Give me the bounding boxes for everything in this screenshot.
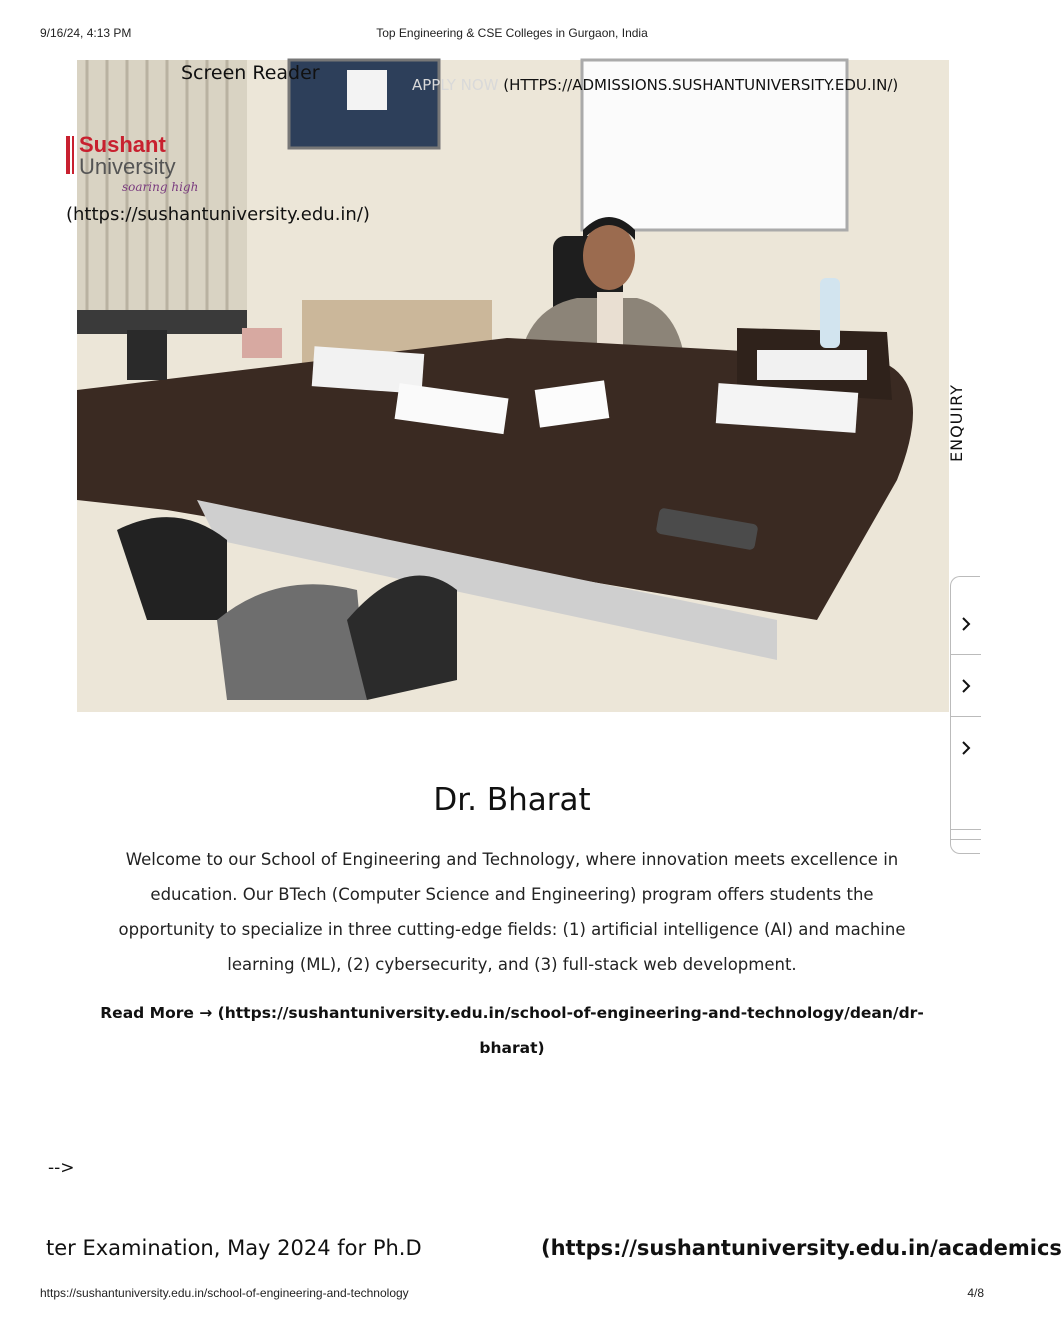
logo-name-bottom: University <box>79 154 176 179</box>
dean-photo <box>77 60 949 712</box>
print-page-number: 4/8 <box>967 1286 984 1300</box>
logo-bar <box>66 136 70 174</box>
logo-bar-thin <box>72 136 74 174</box>
side-divider <box>951 839 981 840</box>
print-page-title: Top Engineering & CSE Colleges in Gurgaon, India <box>376 26 648 40</box>
screen-reader-link[interactable]: Screen Reader <box>181 62 320 84</box>
stray-comment-text: --> <box>48 1158 75 1178</box>
print-url: https://sushantuniversity.edu.in/school-of-engineering-and-technology <box>40 1286 409 1300</box>
enquiry-tab[interactable]: ENQUIRY <box>947 384 966 462</box>
news-ticker-text[interactable]: ter Examination, May 2024 for Ph.D <box>46 1236 422 1260</box>
apply-now-url[interactable]: (HTTPS://ADMISSIONS.SUSHANTUNIVERSITY.EDU.IN/) <box>503 76 899 94</box>
side-divider <box>951 829 981 830</box>
chevron-right-icon <box>960 678 972 694</box>
apply-now-row[interactable] <box>412 76 898 94</box>
dean-name: Dr. Bharat <box>433 782 591 818</box>
chevron-right-icon <box>960 740 972 756</box>
logo-tagline: soaring high <box>122 180 199 194</box>
print-datetime: 9/16/24, 4:13 PM <box>40 26 132 40</box>
side-item-1[interactable] <box>951 593 981 655</box>
sushant-university-logo[interactable] <box>66 134 206 200</box>
news-ticker-link[interactable]: (https://sushantuniversity.edu.in/academics <box>541 1236 1062 1260</box>
side-item-2[interactable] <box>951 655 981 717</box>
chevron-right-icon <box>960 616 972 632</box>
dean-welcome-text: Welcome to our School of Engineering and Technology, where innovation meets excellence in education. Our BTech (Computer Science and Engineering) program offers students the opportunity to specialize in three cutting-edge fields: (1) artificial intelligence (AI) and machine learning (ML), (2) cybersecurity, and (3) full-stack web development. <box>118 850 906 974</box>
read-more-link[interactable]: Read More → (https://sushantuniversity.edu.in/school-of-engineering-and-technology/dean/dr-bharat) <box>100 1004 924 1057</box>
logo-name-top: Sushant <box>79 132 166 157</box>
home-link[interactable]: (https://sushantuniversity.edu.in/) <box>66 204 370 225</box>
apply-now-link[interactable]: APPLY NOW <box>412 76 499 94</box>
side-item-3[interactable] <box>951 717 981 779</box>
